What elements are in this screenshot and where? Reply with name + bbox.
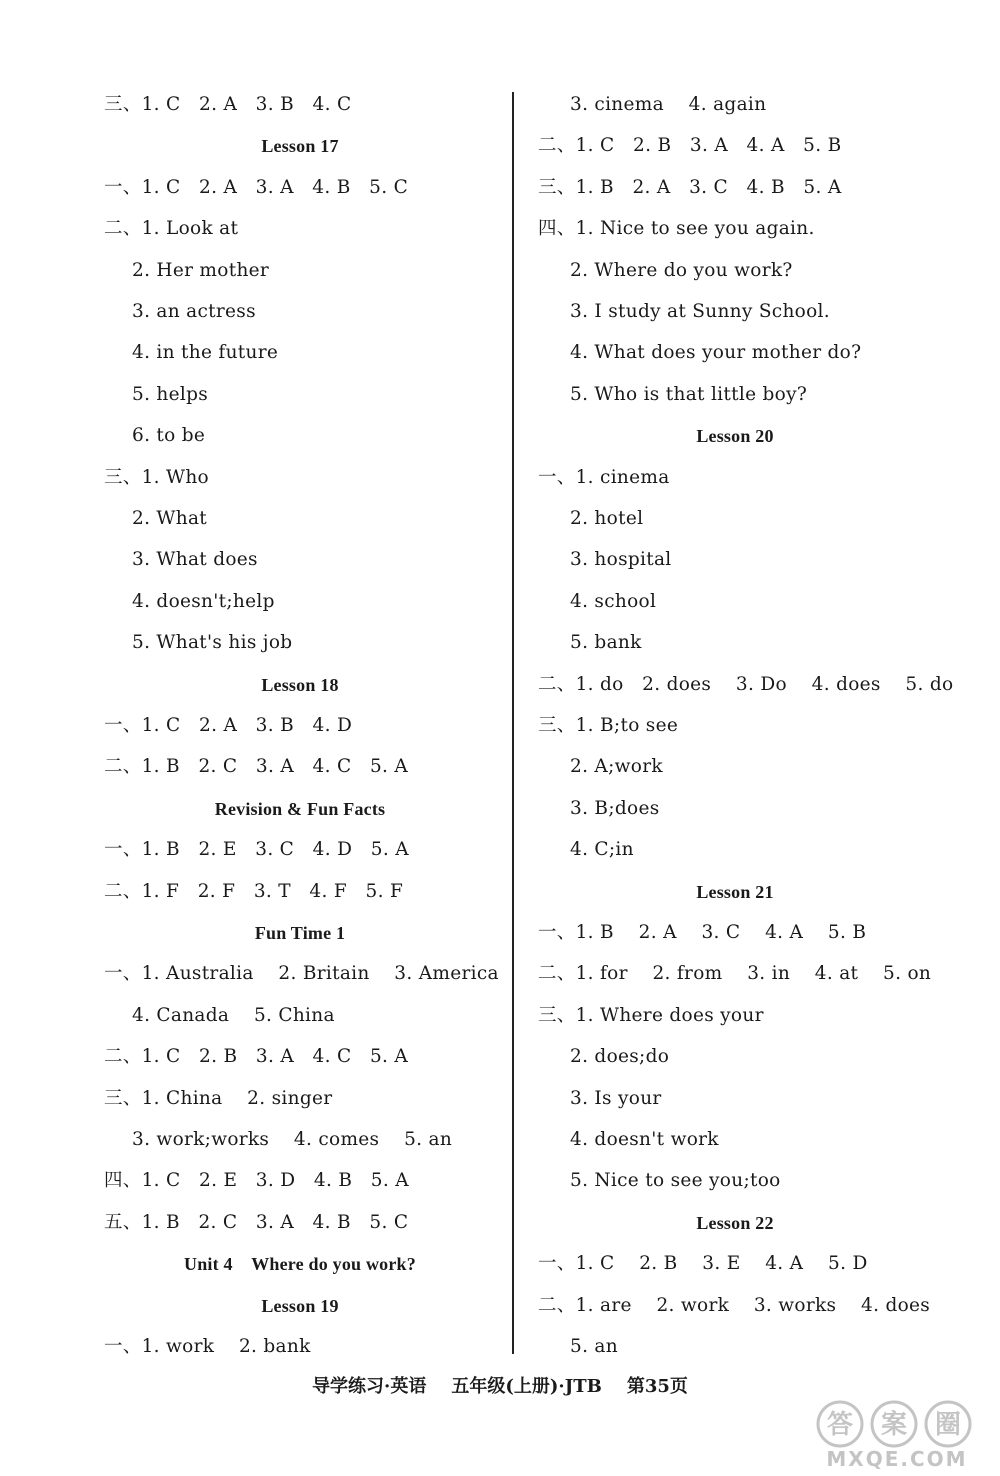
answer-line: 4. doesn't work [570, 1129, 719, 1150]
answer-line: 5. bank [570, 632, 642, 653]
answer-line: 3. an actress [132, 301, 256, 322]
answer-line: 四、1. Nice to see you again. [538, 218, 815, 239]
answer-line: 二、1. Look at [104, 218, 239, 239]
column-divider [512, 92, 514, 1354]
section-heading: Unit 4 Where do you work? [184, 1254, 416, 1274]
answer-line: 一、1. Australia 2. Britain 3. America [104, 963, 499, 984]
answer-line: 3. What does [132, 549, 258, 570]
answer-line: 3. cinema 4. again [570, 94, 767, 115]
answer-line: 一、1. C 2. A 3. B 4. D [104, 715, 353, 736]
answer-line: 3. Is your [570, 1088, 662, 1109]
answer-line: 2. A;work [570, 756, 663, 777]
answer-line: 一、1. B 2. A 3. C 4. A 5. B [538, 922, 867, 943]
answer-line: 二、1. C 2. B 3. A 4. A 5. B [538, 135, 842, 156]
answer-line: 3. work;works 4. comes 5. an [132, 1129, 453, 1150]
answer-line: 2. Her mother [132, 260, 270, 281]
answer-line: 3. B;does [570, 798, 660, 819]
answer-line: 4. Canada 5. China [132, 1005, 335, 1026]
answer-line: 一、1. C 2. B 3. E 4. A 5. D [538, 1253, 868, 1274]
answer-line: 三、1. B;to see [538, 715, 679, 736]
answer-line: 5. Nice to see you;too [570, 1170, 781, 1191]
answer-line: 三、1. C 2. A 3. B 4. C [104, 94, 352, 115]
answer-line: 五、1. B 2. C 3. A 4. B 5. C [104, 1212, 409, 1233]
section-heading: Lesson 19 [261, 1296, 339, 1316]
answer-line: 2. does;do [570, 1046, 670, 1067]
answer-line: 6. to be [132, 425, 206, 446]
answer-line: 5. helps [132, 384, 209, 405]
answer-line: 三、1. China 2. singer [104, 1088, 333, 1109]
answer-line: 4. C;in [570, 839, 634, 860]
section-heading: Lesson 18 [261, 675, 339, 695]
answer-line: 一、1. work 2. bank [104, 1336, 311, 1357]
answer-line: 4. What does your mother do? [570, 342, 862, 363]
answer-line: 一、1. B 2. E 3. C 4. D 5. A [104, 839, 409, 860]
answer-line: 二、1. B 2. C 3. A 4. C 5. A [104, 756, 409, 777]
answer-line: 2. hotel [570, 508, 644, 529]
answer-line: 5. Who is that little boy? [570, 384, 808, 405]
answer-line: 二、1. F 2. F 3. T 4. F 5. F [104, 881, 404, 902]
answer-line: 4. doesn't;help [132, 591, 275, 612]
section-heading: Lesson 17 [261, 136, 339, 156]
answer-line: 一、1. C 2. A 3. A 4. B 5. C [104, 177, 409, 198]
answer-line: 四、1. C 2. E 3. D 4. B 5. A [104, 1170, 409, 1191]
answer-line: 2. Where do you work? [570, 260, 793, 281]
answer-line: 5. an [570, 1336, 618, 1357]
answer-line: 3. hospital [570, 549, 672, 570]
answer-line: 4. in the future [132, 342, 279, 363]
watermark-logo [802, 1396, 992, 1472]
section-heading: Lesson 20 [696, 426, 774, 446]
answer-line: 二、1. are 2. work 3. works 4. does [538, 1295, 931, 1316]
watermark-url: MXQE.COM [826, 1447, 968, 1471]
section-heading: Lesson 22 [696, 1213, 774, 1233]
answer-line: 2. What [132, 508, 208, 529]
section-heading: Fun Time 1 [254, 923, 346, 943]
page-footer: 导学练习·英语 五年级(上册)·JTB 第35页 [312, 1376, 688, 1397]
watermark-char-1: 答 [826, 1410, 854, 1440]
answer-line: 3. I study at Sunny School. [570, 301, 830, 322]
watermark-char-2: 案 [880, 1410, 908, 1440]
answer-line: 5. What's his job [132, 632, 293, 653]
answer-line: 4. school [570, 591, 657, 612]
watermark-char-3: 圈 [934, 1410, 962, 1440]
section-heading: Revision & Fun Facts [214, 799, 386, 819]
section-heading: Lesson 21 [696, 882, 774, 902]
answer-line: 三、1. Where does your [538, 1005, 764, 1026]
answer-line: 一、1. cinema [538, 467, 670, 488]
answer-line: 三、1. B 2. A 3. C 4. B 5. A [538, 177, 842, 198]
answer-line: 二、1. for 2. from 3. in 4. at 5. on [538, 963, 932, 984]
answer-line: 二、1. C 2. B 3. A 4. C 5. A [104, 1046, 409, 1067]
answer-line: 三、1. Who [104, 467, 209, 488]
answer-line: 二、1. do 2. does 3. Do 4. does 5. do [538, 674, 954, 695]
